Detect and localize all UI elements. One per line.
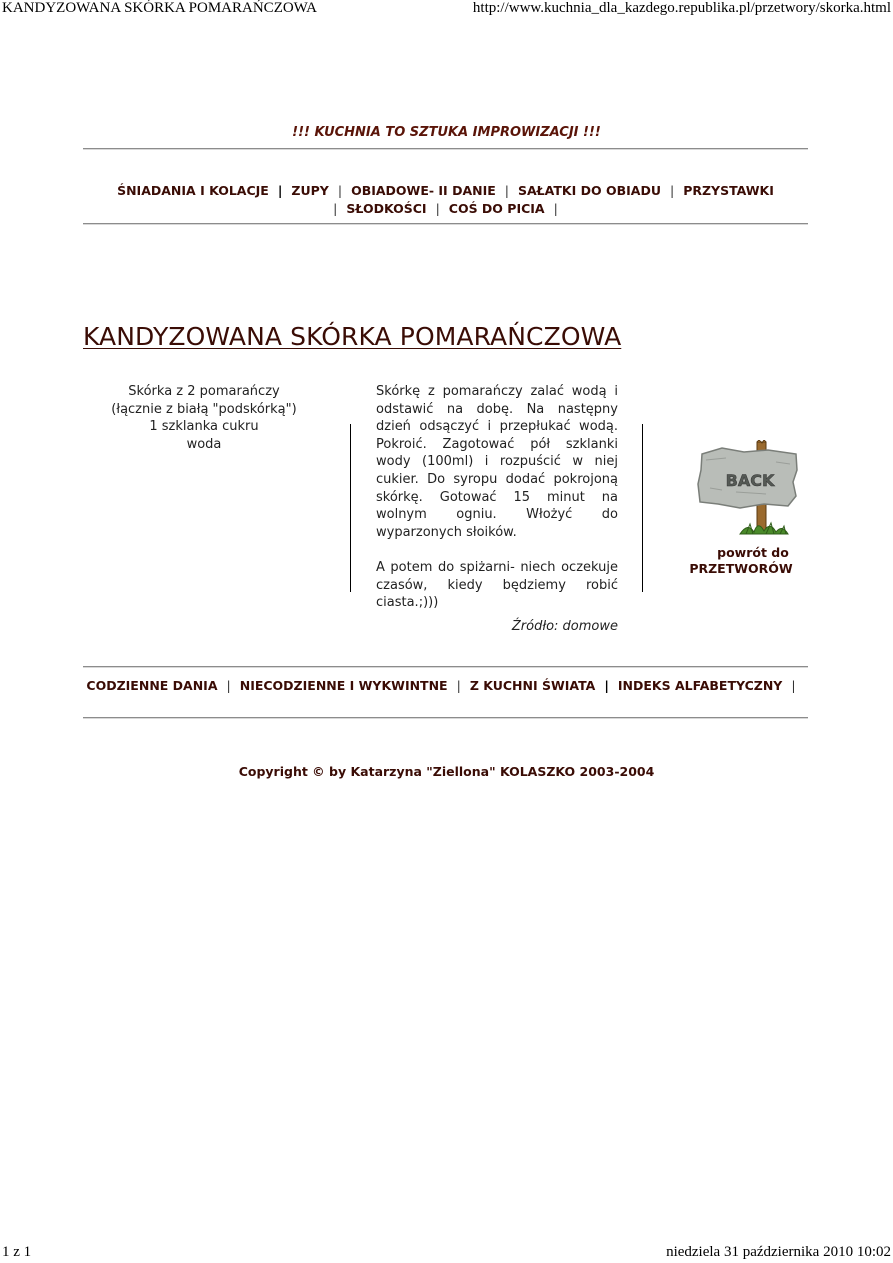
method-paragraph: A potem do spiżarni- niech oczekuje czasów, kiedy będziemy robić ciasta.;))) [376, 559, 618, 611]
nav-codzienne-dania[interactable]: CODZIENNE DANIA [86, 678, 218, 693]
back-caption-line2: PRZETWORÓW [689, 561, 793, 576]
nav-separator: | [277, 183, 283, 198]
divider [83, 223, 808, 225]
site-tagline: !!! KUCHNIA TO SZTUKA IMPROWIZACJI !!! [292, 125, 601, 140]
top-nav [83, 182, 808, 218]
nav-separator: | [333, 201, 338, 216]
ingredient-item: woda [186, 436, 222, 452]
nav-separator: | [604, 678, 609, 693]
nav-slodkosci[interactable]: SŁODKOŚCI [346, 201, 427, 216]
nav-separator: | [791, 678, 796, 693]
nav-separator: | [553, 201, 558, 216]
print-header-title: KANDYZOWANA SKÓRKA POMARAŃCZOWA [2, 0, 318, 16]
nav-cos-do-picia[interactable]: COŚ DO PICIA [448, 201, 545, 216]
back-caption-line1: powrót do [717, 545, 789, 560]
nav-separator: | [435, 201, 440, 216]
back-sign-text: BACK [725, 471, 775, 490]
nav-obiadowe[interactable]: OBIADOWE- II DANIE [351, 183, 496, 198]
print-header-url: http://www.kuchnia_dla_kazdego.republika.pl/przetwory/skorka.html [472, 0, 891, 16]
divider [83, 148, 808, 150]
recipe-method [376, 383, 618, 629]
nav-przystawki[interactable]: PRZYSTAWKI [683, 183, 774, 198]
back-sign-link[interactable] [696, 440, 800, 540]
nav-separator: | [504, 183, 509, 198]
print-footer-datetime: niedziela 31 października 2010 10:02 [666, 1244, 891, 1260]
nav-sniadania[interactable]: ŚNIADANIA I KOLACJE [117, 183, 269, 198]
nav-niecodzienne[interactable]: NIECODZIENNE I WYKWINTNE [239, 678, 448, 693]
copyright-notice: Copyright © by Katarzyna "Ziellona" KOLASZKO 2003-2004 [238, 764, 655, 779]
ingredient-item: (łącznie z białą "podskórką") [111, 401, 297, 417]
column-divider [642, 424, 643, 592]
nav-separator: | [226, 678, 231, 693]
column-divider [350, 424, 351, 592]
nav-separator: | [337, 183, 343, 198]
nav-separator: | [669, 183, 675, 198]
nav-zupy[interactable]: ZUPY [291, 183, 329, 198]
bottom-nav [83, 677, 808, 695]
recipe-title: KANDYZOWANA SKÓRKA POMARAŃCZOWA [83, 322, 622, 351]
ingredient-item: Skórka z 2 pomarańczy [128, 384, 280, 399]
ingredient-item: 1 szklanka cukru [149, 419, 259, 434]
divider [83, 666, 808, 668]
back-caption-link[interactable] [676, 545, 806, 577]
print-footer-page: 1 z 1 [2, 1244, 32, 1260]
nav-separator: | [456, 678, 461, 693]
method-paragraph: Skórkę z pomarańczy zalać wodą i odstawić na dobę. Na następny dzień odsączyć i przepłukać wodą. Pokroić. Zagotować pół szklanki wody (100ml) i rozpuścić w niej cukier. Do syropu dodać pokrojoną skórkę. Gotować 15 minut na wolnym ogniu. Włożyć do wyparzonych słoików. [376, 384, 618, 540]
nav-salatki[interactable]: SAŁATKI DO OBIADU [517, 183, 661, 198]
nav-indeks[interactable]: INDEKS ALFABETYCZNY [617, 678, 783, 693]
recipe-source: Źródło: domowe [511, 619, 618, 634]
back-signpost-icon [696, 440, 800, 540]
nav-z-kuchni-swiata[interactable]: Z KUCHNI ŚWIATA [469, 678, 596, 693]
divider [83, 717, 808, 719]
ingredients-list [88, 383, 320, 453]
